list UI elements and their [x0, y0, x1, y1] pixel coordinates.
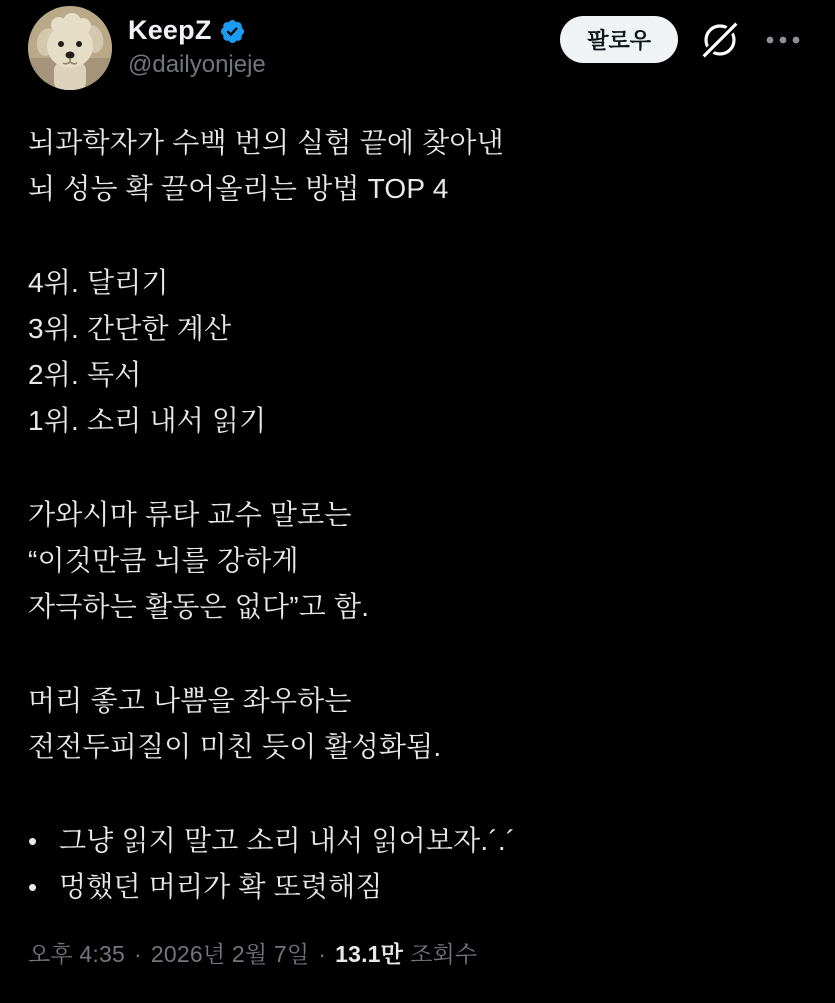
- bullet-list: [28, 818, 805, 910]
- list-item: [28, 864, 805, 910]
- post-text-line: 가와시마 류타 교수 말로는: [28, 499, 352, 530]
- bullet-text: 그냥 읽지 말고 소리 내서 읽어보자.´.´: [59, 825, 516, 856]
- post-text-line: 자극하는 활동은 없다”고 함.: [28, 591, 370, 622]
- bullet-icon: •: [28, 872, 38, 902]
- author-handle: @dailyonjeje: [128, 51, 266, 78]
- post-text-line: 전전두피질이 미친 듯이 활성화됨.: [28, 731, 442, 762]
- author-block: [128, 6, 560, 79]
- grok-button[interactable]: [699, 17, 741, 63]
- post-text-line: 3위. 간단한 계산: [28, 313, 232, 344]
- author-name[interactable]: KeepZ: [128, 15, 212, 45]
- more-icon: [765, 34, 801, 46]
- post-meta: [28, 936, 805, 969]
- paragraph-effect: [28, 678, 805, 770]
- bullet-text: 멍했던 머리가 확 또렷해짐: [59, 871, 383, 902]
- paragraph-ranking: [28, 260, 805, 444]
- more-button[interactable]: [761, 17, 805, 63]
- dog-avatar-image: [28, 6, 112, 90]
- post-text-line: 1위. 소리 내서 읽기: [28, 405, 267, 436]
- author-name-row: [128, 15, 560, 46]
- post-body: [28, 120, 805, 910]
- views-count: 13.1만: [335, 941, 404, 967]
- post-text-line: 뇌 성능 확 끌어올리는 방법 TOP 4: [28, 173, 449, 204]
- post-text-line: “이것만큼 뇌를 강하게: [28, 545, 299, 576]
- post-text-line: 4위. 달리기: [28, 267, 169, 298]
- post-text-line: 뇌과학자가 수백 번의 실험 끝에 찾아낸: [28, 127, 504, 158]
- verified-icon: [219, 18, 246, 45]
- post-text-line: 2위. 독서: [28, 359, 142, 390]
- paragraph-hook: [28, 120, 805, 212]
- views-label: 조회수: [410, 941, 478, 967]
- post-header: [28, 6, 805, 90]
- header-actions: [560, 6, 805, 63]
- timestamp: 오후 4:35: [28, 941, 125, 967]
- paragraph-quote: [28, 492, 805, 630]
- bullet-icon: •: [28, 826, 38, 856]
- follow-button[interactable]: 팔로우: [560, 16, 678, 63]
- post-text-line: 머리 좋고 나쁨을 좌우하는: [28, 685, 352, 716]
- grok-icon: [700, 20, 740, 60]
- list-item: [28, 818, 805, 864]
- post-date: 2026년 2월 7일: [150, 941, 310, 967]
- separator-dot: ·: [134, 941, 142, 967]
- separator-dot: ·: [318, 941, 327, 967]
- avatar[interactable]: [28, 6, 112, 90]
